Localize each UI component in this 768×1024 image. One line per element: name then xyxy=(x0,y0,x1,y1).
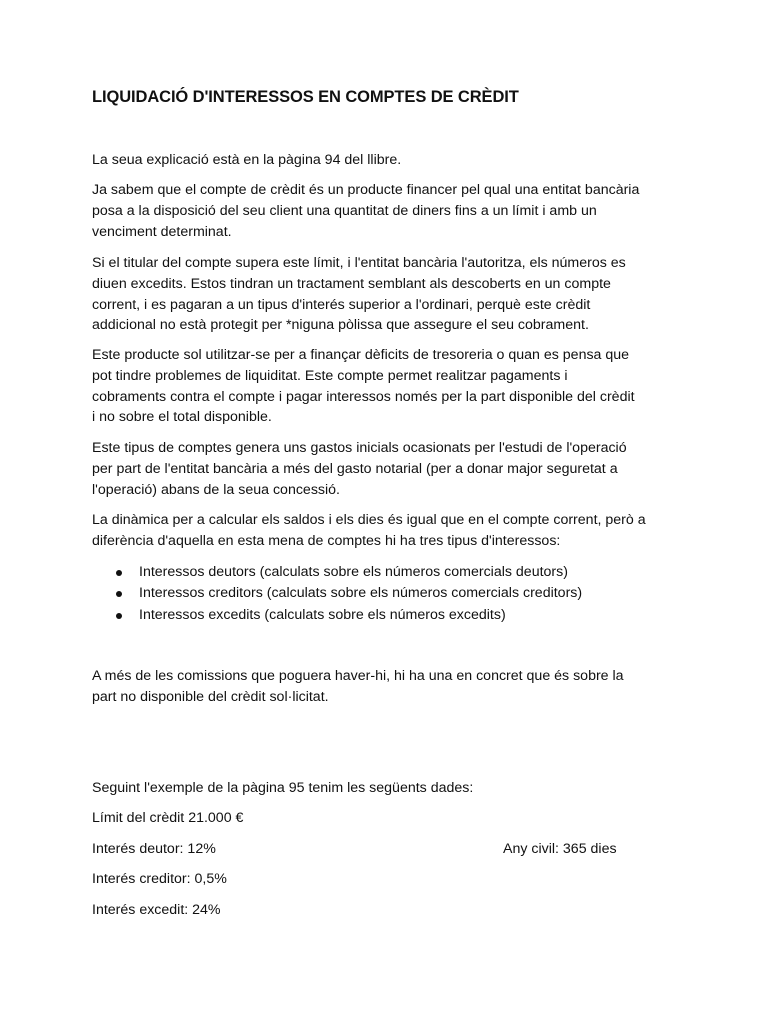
paragraph-line: Este tipus de comptes genera uns gastos inicials ocasionats per l'estudi de l'operació xyxy=(92,440,627,456)
paragraph-line: pot tindre problemes de liquiditat. Este compte permet realitzar pagaments i xyxy=(92,367,568,384)
debit-interest: Interés deutor: 12% xyxy=(92,841,216,857)
list-item xyxy=(92,583,692,604)
page-title: LIQUIDACIÓ D'INTERESSOS EN COMPTES DE CRÈDIT xyxy=(92,88,519,106)
paragraph-line: La dinàmica per a calcular els saldos i els dies és igual que en el compte corrent, però a xyxy=(92,512,646,528)
excess-interest: Interés excedit: 24% xyxy=(92,902,221,918)
interest-types-list xyxy=(92,562,692,626)
list-item-text: Interessos creditors (calculats sobre els números comercials creditors) xyxy=(139,585,583,602)
paragraph-line: Si el titular del compte supera este límit, i l'entitat bancària l'autoritza, els números es xyxy=(92,255,626,271)
paragraph-dynamics xyxy=(92,510,692,552)
credit-interest: Interés creditor: 0,5% xyxy=(92,871,227,887)
paragraph-line: i no sobre el total disponible. xyxy=(92,409,272,426)
paragraph-line: per part de l'entitat bancària a més del gasto notarial (per a donar major seguretat a xyxy=(92,460,618,477)
list-item-text: Interessos deutors (calculats sobre els números comercials deutors) xyxy=(139,564,568,580)
list-item xyxy=(92,605,692,626)
bullet-icon xyxy=(116,570,122,576)
paragraph-line: Ja sabem que el compte de crèdit és un producte financer pel qual una entitat bancària xyxy=(92,182,640,198)
paragraph-intro xyxy=(92,150,692,171)
paragraph-line: part no disponible del crèdit sol·licitat. xyxy=(92,688,329,705)
list-item xyxy=(92,562,692,583)
paragraph-line: l'operació) abans de la seua concessió. xyxy=(92,481,340,498)
paragraph-line: venciment determinat. xyxy=(92,223,232,240)
list-item-text: Interessos excedits (calculats sobre els números excedits) xyxy=(139,606,506,623)
paragraph-line: diuen excedits. Estos tindran un tractament semblant als descoberts en un compte xyxy=(92,275,611,292)
paragraph-commissions xyxy=(92,666,692,708)
paragraph-excess xyxy=(92,253,692,336)
paragraph-line: addicional no està protegit per *niguna pòlissa que assegure el seu cobrament. xyxy=(92,317,589,334)
credit-limit: Límit del crèdit 21.000 € xyxy=(92,810,244,826)
paragraph-line: corrent, i es pagaran a un tipus d'interés superior a l'ordinari, perquè este crèdit xyxy=(92,296,591,313)
civil-year: Any civil: 365 dies xyxy=(503,841,617,857)
paragraph-costs xyxy=(92,438,692,500)
bullet-icon xyxy=(116,591,122,597)
paragraph-line: A més de les comissions que poguera haver-hi, hi ha una en concret que és sobre la xyxy=(92,668,624,684)
example-intro: Seguint l'exemple de la pàgina 95 tenim les següents dades: xyxy=(92,780,474,796)
paragraph-line: posa a la disposició del seu client una quantitat de diners fins a un límit i amb un xyxy=(92,202,597,219)
paragraph-line: diferència d'aquella en esta mena de comptes hi ha tres tipus d'interessos: xyxy=(92,532,561,549)
paragraph-usage xyxy=(92,345,692,428)
paragraph-definition xyxy=(92,180,692,242)
paragraph-line: Este producte sol utilitzar-se per a finançar dèficits de tresoreria o quan es pensa que xyxy=(92,347,630,363)
paragraph-line: cobraments contra el compte i pagar interessos només per la part disponible del crèdit xyxy=(92,388,635,405)
bullet-icon xyxy=(116,613,122,619)
paragraph-line: La seua explicació està en la pàgina 94 del llibre. xyxy=(92,152,402,168)
